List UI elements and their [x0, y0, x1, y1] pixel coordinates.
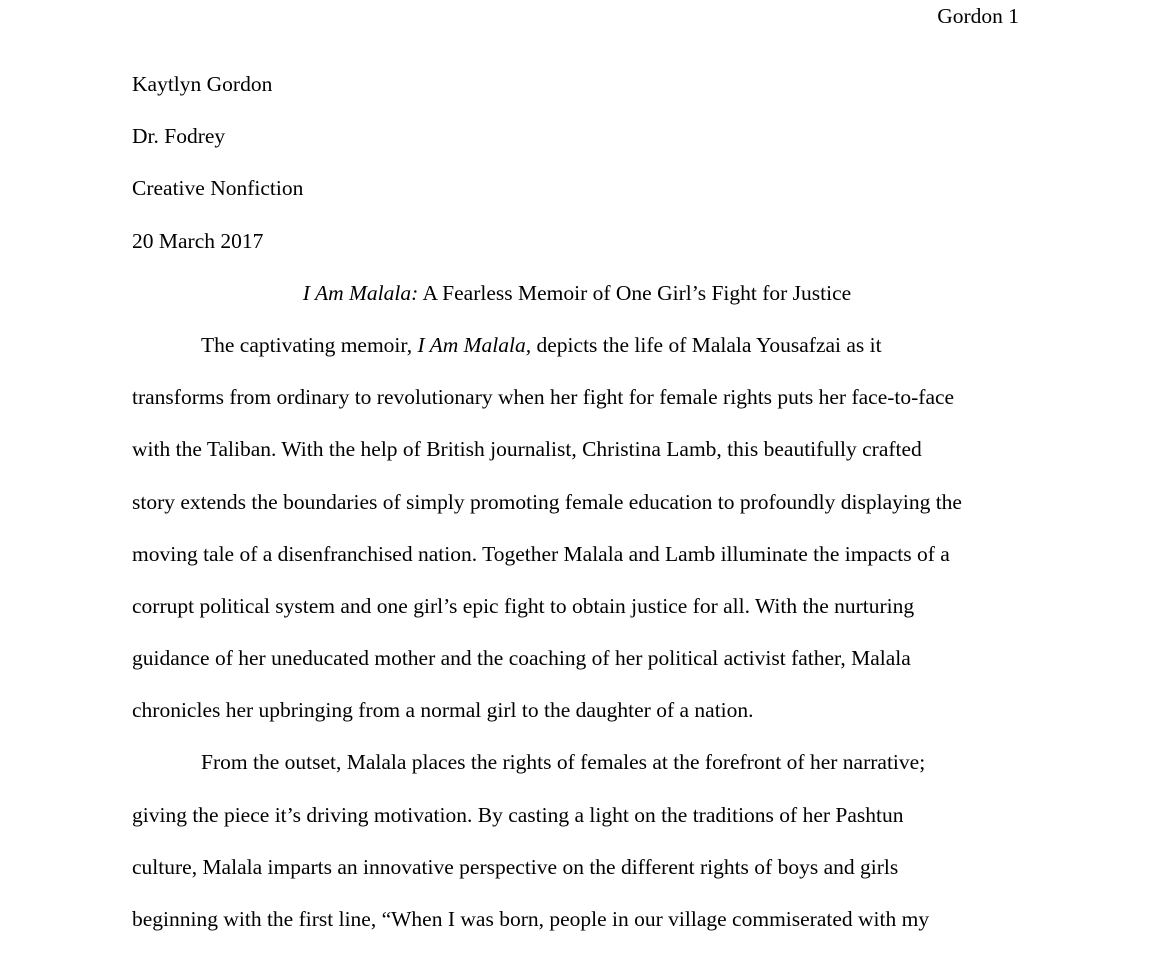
paper-title — [132, 279, 1022, 331]
title-rest: A Fearless Memoir of One Girl’s Fight for Justice — [418, 280, 852, 305]
title-italic: I Am Malala: — [302, 280, 419, 305]
course-name: Creative Nonfiction — [132, 176, 304, 201]
text-run: depicts the life of Malala Yousafzai as it — [531, 332, 882, 357]
paragraph-1-line-1 — [132, 331, 1022, 383]
paragraph-1-line: transforms from ordinary to revolutionary when her fight for female rights puts her face-to-face — [132, 385, 955, 410]
paragraph-2-line: giving the piece it’s driving motivation. By casting a light on the traditions of her Pashtun — [132, 802, 904, 827]
text-run: The captivating memoir, — [201, 332, 418, 357]
paragraph-1-line: with the Taliban. With the help of British journalist, Christina Lamb, this beautifully crafted — [132, 437, 922, 462]
book-title-italic: I Am Malala, — [417, 332, 532, 357]
document-body — [132, 70, 1022, 957]
paragraph-1-line: guidance of her uneducated mother and the coaching of her political activist father, Malala — [132, 646, 911, 671]
paragraph-1-line: story extends the boundaries of simply promoting female education to profoundly displaying the — [132, 489, 962, 514]
paragraph-1-line: moving tale of a disenfranchised nation. Together Malala and Lamb illuminate the impacts of a — [132, 541, 950, 566]
paragraph-1-line: corrupt political system and one girl’s epic fight to obtain justice for all. With the nurturing — [132, 593, 915, 618]
paper-date: 20 March 2017 — [132, 228, 264, 253]
paragraph-2-line: culture, Malala imparts an innovative perspective on the different rights of boys and girls — [132, 854, 899, 879]
paragraph-2-line-1: From the outset, Malala places the rights of females at the forefront of her narrative; — [201, 750, 926, 775]
instructor-name: Dr. Fodrey — [132, 124, 226, 149]
paragraph-1-line: chronicles her upbringing from a normal girl to the daughter of a nation. — [132, 698, 754, 723]
author-name: Kaytlyn Gordon — [132, 72, 273, 96]
paragraph-2-line: beginning with the first line, “When I was born, people in our village commiserated with my — [132, 907, 930, 931]
running-head: Gordon 1 — [937, 4, 1019, 28]
